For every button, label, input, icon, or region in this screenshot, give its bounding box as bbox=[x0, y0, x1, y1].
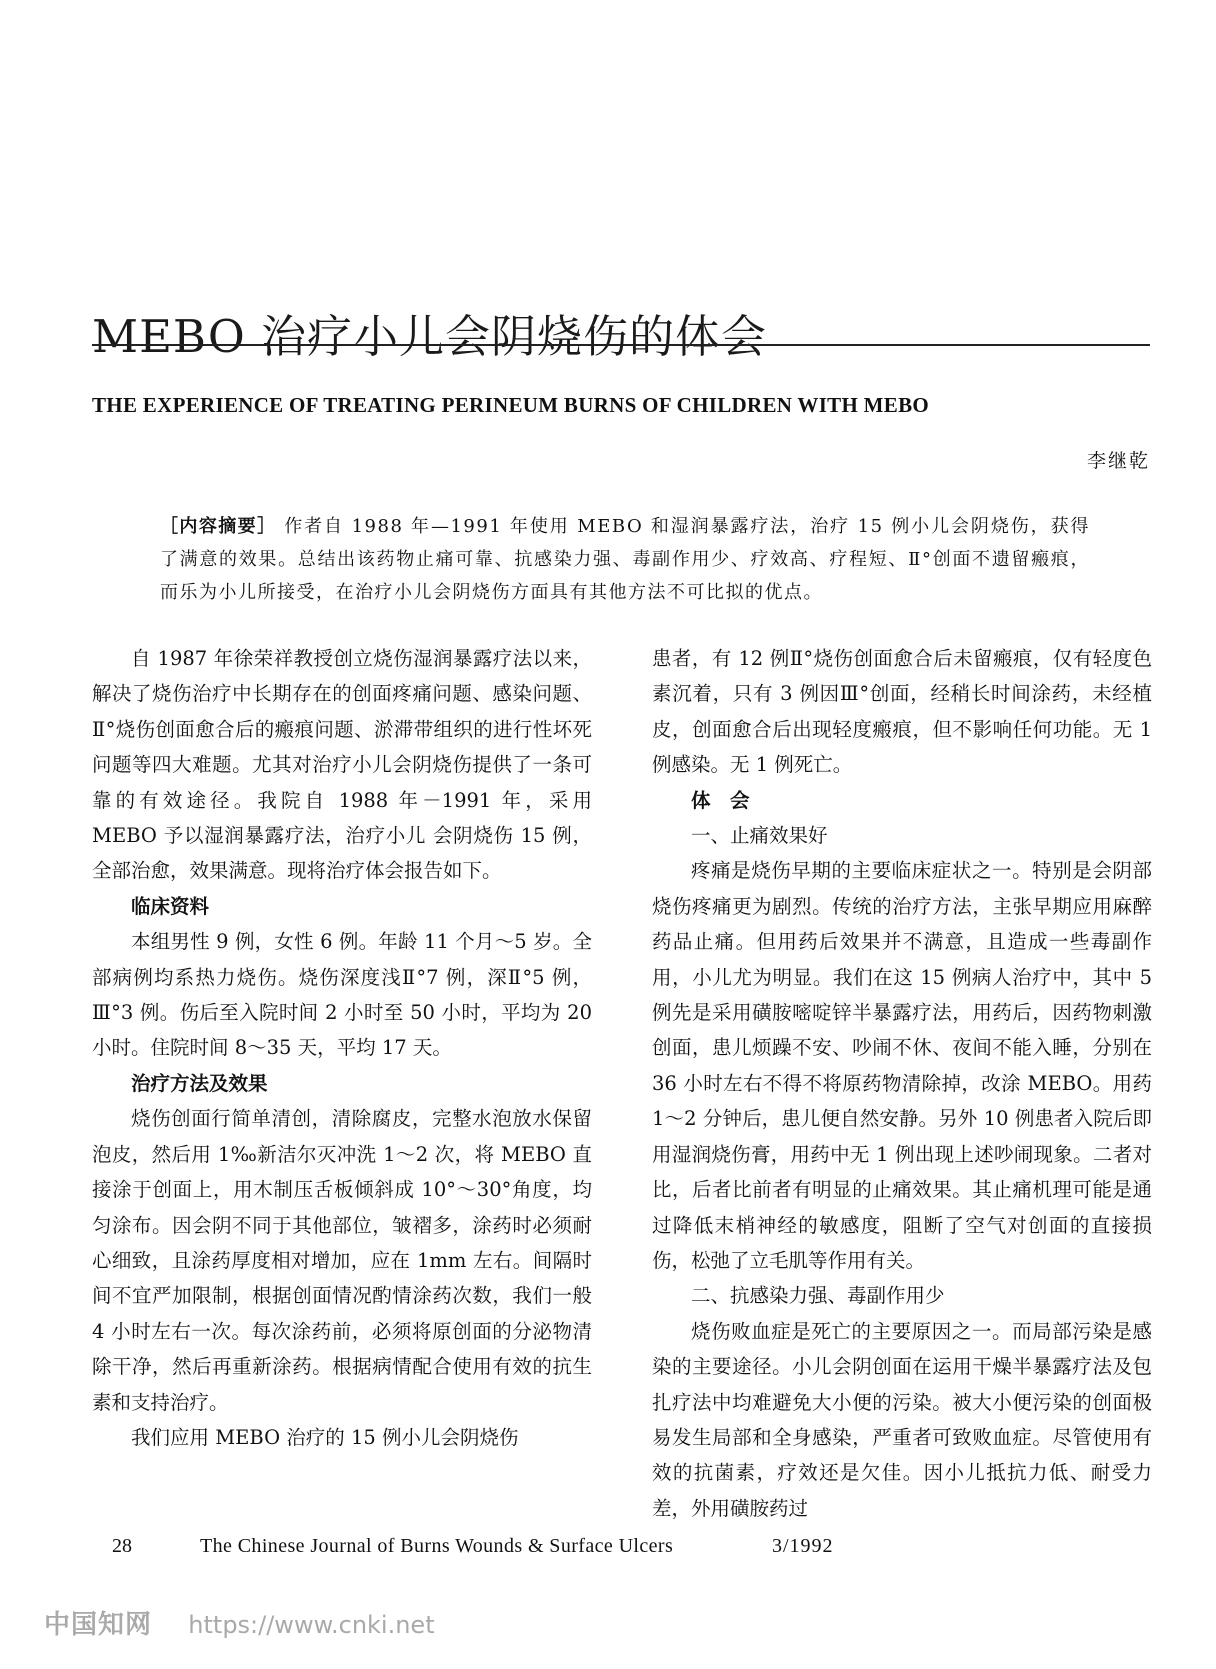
page-footer bbox=[0, 1535, 1216, 1565]
abstract bbox=[160, 510, 1090, 609]
issue-number: 3/1992 bbox=[772, 1535, 834, 1557]
left-column bbox=[92, 641, 592, 1455]
article-title: MEBO 治疗小儿会阴烧伤的体会 bbox=[92, 310, 768, 364]
abstract-label: ［内容摘要］ bbox=[160, 516, 277, 537]
author-name: 李继乾 bbox=[1086, 450, 1150, 472]
cnki-watermark bbox=[44, 1604, 435, 1641]
watermark-url: https://www.cnki.net bbox=[188, 1611, 435, 1639]
clinical-paragraph: 本组男性 9 例，女性 6 例。年龄 11 个月～5 岁。全部病例均系热力烧伤。烧伤深度浅Ⅱ°7 例，深Ⅱ°5 例，Ⅲ°3 例。伤后至入院时间 2 小时至 50 小时，平均为 20 小时。住院时间 8～35 天，平均 17 天。 bbox=[92, 930, 592, 1060]
section-heading-clinical: 临床资料 bbox=[131, 894, 210, 918]
subsection-title-infection: 二、抗感染力强、毒副作用少 bbox=[691, 1284, 945, 1308]
title-divider bbox=[92, 344, 1150, 346]
section-heading-method: 治疗方法及效果 bbox=[131, 1071, 268, 1095]
right-column bbox=[652, 641, 1152, 1526]
result-paragraph-start: 我们应用 MEBO 治疗的 15 例小儿会阴烧伤 bbox=[131, 1425, 519, 1449]
infection-paragraph: 烧伤败血症是死亡的主要原因之一。而局部污染是感染的主要途径。小儿会阴创面在运用干燥半暴露疗法及包扎疗法中均难避免大小便的污染。被大小便污染的创面极易发生局部和全身感染，严重者可致败血症。尽管使用有效的抗菌素，疗效还是欠佳。因小儿抵抗力低、耐受力差，外用磺胺药过 bbox=[652, 1319, 1152, 1520]
subsection-title-pain: 一、止痛效果好 bbox=[691, 824, 828, 848]
pain-paragraph: 疼痛是烧伤早期的主要临床症状之一。特别是会阴部烧伤疼痛更为剧烈。传统的治疗方法，主张早期应用麻醉药品止痛。但用药后效果并不满意，且造成一些毒副作用，小儿尤为明显。我们在这 15 例病人治疗中，其中 5 例先是采用磺胺嘧啶锌半暴露疗法，用药后，因药物刺激创面，患儿烦躁不安、吵闹不休、夜间不能入睡，分别在 36 小时左右不得不将原药物清除掉，改涂 MEBO。用药 1～2 分钟后，患儿便自然安静。另外 10 例患者入院后即用湿润烧伤膏，用药中无 1 例出现上述吵闹现象。二者对比，后者比前者有明显的止痛效果。其止痛机理可能是通过降低末梢神经的敏感度，阻断了空气对创面的直接损伤，松弛了立毛肌等作用有关。 bbox=[652, 859, 1152, 1272]
page-number: 28 bbox=[112, 1535, 132, 1557]
watermark-logo: 中国知网 bbox=[44, 1610, 153, 1640]
section-heading-experience: 体 会 bbox=[691, 788, 750, 812]
result-paragraph-continued: 患者，有 12 例Ⅱ°烧伤创面愈合后未留瘢痕，仅有轻度色素沉着，只有 3 例因Ⅲ°创面，经稍长时间涂药，未经植皮，创面愈合后出现轻度瘢痕，但不影响任何功能。无 1 例感染。无 1 例死亡。 bbox=[652, 647, 1152, 777]
article-title-english: THE EXPERIENCE OF TREATING PERINEUM BURNS OF CHILDREN WITH MEBO bbox=[92, 393, 930, 418]
abstract-text: 作者自 1988 年—1991 年使用 MEBO 和湿润暴露疗法，治疗 15 例小儿会阴烧伤，获得了满意的效果。总结出该药物止痛可靠、抗感染力强、毒副作用少、疗效高、疗程短、Ⅱ°创面不遗留瘢痕，而乐为小儿所接受，在治疗小儿会阴烧伤方面具有其他方法不可比拟的优点。 bbox=[160, 516, 1091, 603]
method-paragraph: 烧伤创面行简单清创，清除腐皮，完整水泡放水保留泡皮，然后用 1‰新洁尔灭冲洗 1～2 次，将 MEBO 直接涂于创面上，用木制压舌板倾斜成 10°～30°角度，均匀涂布。因会阴不同于其他部位，皱褶多，涂药时必须耐心细致，且涂药厚度相对增加，应在 1mm 左右。间隔时间不宜严加限制，根据创面情况酌情涂药次数，我们一般 4 小时左右一次。每次涂药前，必须将原创面的分泌物清除干净，然后再重新涂药。根据病情配合使用有效的抗生素和支持治疗。 bbox=[92, 1107, 592, 1414]
journal-name: The Chinese Journal of Burns Wounds & Surface Ulcers bbox=[200, 1535, 674, 1557]
intro-paragraph: 自 1987 年徐荣祥教授创立烧伤湿润暴露疗法以来，解决了烧伤治疗中长期存在的创面疼痛问题、感染问题、Ⅱ°烧伤创面愈合后的瘢痕问题、淤滞带组织的进行性坏死问题等四大难题。尤其对治疗小儿会阴烧伤提供了一条可靠的有效途径。我院自 1988 年－1991 年，采用 MEBO 予以湿润暴露疗法，治疗小儿 会阴烧伤 15 例，全部治愈，效果满意。现将治疗体会报告如下。 bbox=[92, 647, 592, 883]
